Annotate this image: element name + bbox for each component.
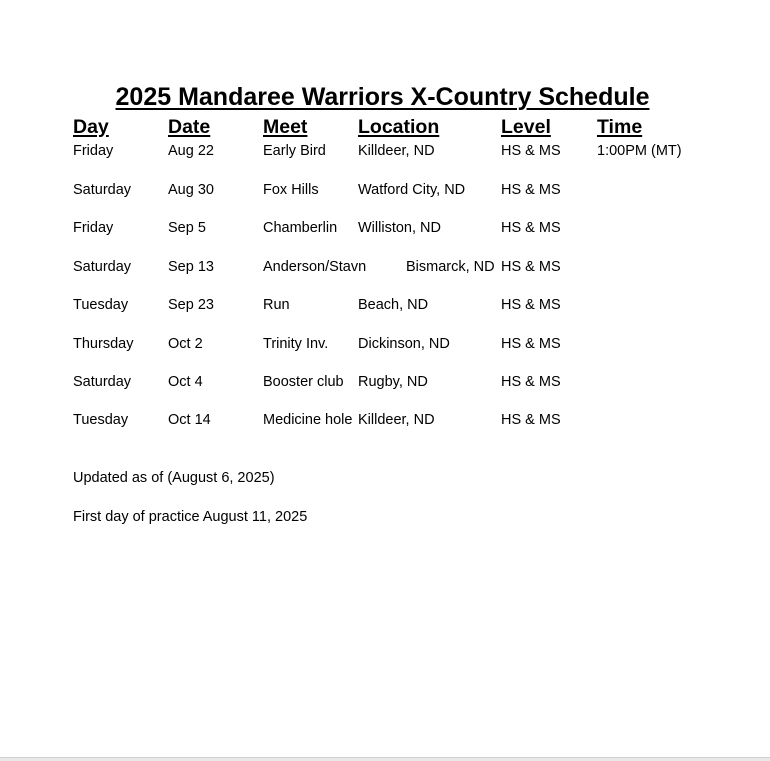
row-location: Killdeer, ND xyxy=(358,412,435,428)
row-day: Saturday xyxy=(73,374,132,390)
row-date: Aug 22 xyxy=(168,143,214,159)
row-level: HS & MS xyxy=(501,412,561,428)
header-location: Location xyxy=(358,116,440,138)
row-location: Rugby, ND xyxy=(358,374,428,390)
row-meet: Anderson/Stavn xyxy=(263,259,367,275)
header-day: Day xyxy=(73,116,109,138)
row-location: Dickinson, ND xyxy=(358,336,450,352)
row-level: HS & MS xyxy=(501,259,561,275)
row-level: HS & MS xyxy=(501,336,561,352)
row-meet: Trinity Inv. xyxy=(263,336,329,352)
row-meet: Early Bird xyxy=(263,143,326,159)
row-date: Sep 23 xyxy=(168,297,214,313)
row-location: Williston, ND xyxy=(358,220,441,236)
row-meet: Fox Hills xyxy=(263,182,319,198)
row-meet: Booster club xyxy=(263,374,344,390)
row-meet: Run xyxy=(263,297,290,313)
row-date: Sep 5 xyxy=(168,220,206,236)
row-level: HS & MS xyxy=(501,182,561,198)
header-time: Time xyxy=(597,116,643,138)
page-bottom-edge xyxy=(0,757,770,761)
row-location: Bismarck, ND xyxy=(406,259,495,275)
row-date: Oct 4 xyxy=(168,374,203,390)
row-level: HS & MS xyxy=(501,220,561,236)
row-level: HS & MS xyxy=(501,297,561,313)
page-title: 2025 Mandaree Warriors X-Country Schedule xyxy=(115,83,650,111)
row-day: Tuesday xyxy=(73,412,129,428)
row-day: Friday xyxy=(73,143,114,159)
row-date: Aug 30 xyxy=(168,182,214,198)
row-day: Friday xyxy=(73,220,114,236)
row-meet: Medicine hole xyxy=(263,412,353,428)
row-level: HS & MS xyxy=(501,143,561,159)
updated-note: Updated as of (August 6, 2025) xyxy=(73,470,275,486)
row-day: Saturday xyxy=(73,182,132,198)
row-date: Sep 13 xyxy=(168,259,214,275)
header-date: Date xyxy=(168,116,211,138)
row-location: Beach, ND xyxy=(358,297,429,313)
header-meet: Meet xyxy=(263,116,308,138)
row-day: Tuesday xyxy=(73,297,129,313)
row-day: Thursday xyxy=(73,336,134,352)
row-day: Saturday xyxy=(73,259,132,275)
row-location: Watford City, ND xyxy=(358,182,466,198)
row-level: HS & MS xyxy=(501,374,561,390)
row-date: Oct 14 xyxy=(168,412,211,428)
row-location: Killdeer, ND xyxy=(358,143,435,159)
row-date: Oct 2 xyxy=(168,336,203,352)
row-meet: Chamberlin xyxy=(263,220,338,236)
header-level: Level xyxy=(501,116,551,138)
practice-note: First day of practice August 11, 2025 xyxy=(73,509,308,525)
row-time: 1:00PM (MT) xyxy=(597,143,682,159)
